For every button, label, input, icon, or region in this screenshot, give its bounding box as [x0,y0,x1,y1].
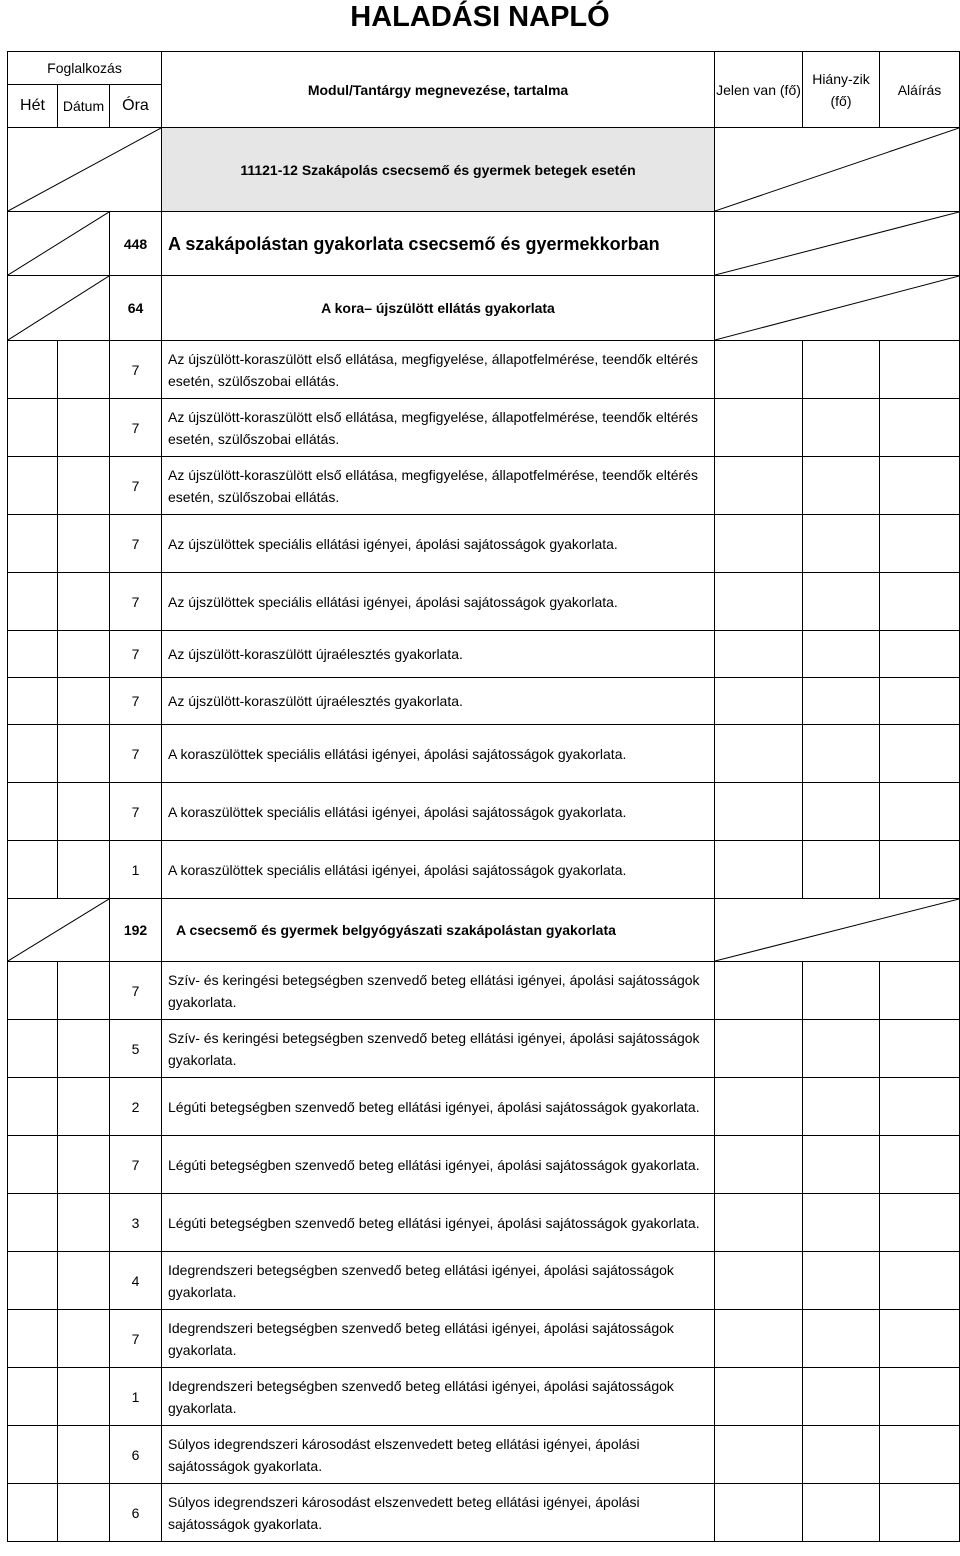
lesson-row [8,962,960,1020]
lesson-row [8,1426,960,1484]
lesson-row [8,1020,960,1078]
subject-row [8,212,960,276]
lesson-hours: 7 [110,457,162,515]
lesson-hours: 2 [110,1078,162,1136]
lesson-hours: 7 [110,725,162,783]
lesson-row [8,341,960,399]
lesson-row [8,1484,960,1542]
lesson-text: Az újszülött-koraszülött újraélesztés gyakorlata. [162,678,715,725]
lesson-row [8,841,960,899]
header-row-1 [8,52,960,85]
lesson-row [8,1310,960,1368]
module-diagonal-cell [8,128,162,212]
lesson-text: Az újszülöttek speciális ellátási igényei, ápolási sajátosságok gyakorlata. [162,573,715,631]
lesson-text: Szív- és keringési betegségben szenvedő beteg ellátási igényei, ápolási sajátosságok gyakorlata. [162,962,715,1020]
header-het: Hét [8,85,58,128]
lesson-hours: 7 [110,631,162,678]
topic1-lessons [8,341,960,899]
lesson-text: Idegrendszeri betegségben szenvedő beteg ellátási igényei, ápolási sajátosságok gyakorlata. [162,1310,715,1368]
header-foglalkozas: Foglalkozás [8,52,162,85]
lesson-hours: 7 [110,399,162,457]
topic1-hours: 64 [110,276,162,341]
topic2-title: A csecsemő és gyermek belgyógyászati szakápolástan gyakorlata [162,899,715,962]
lesson-text: Az újszülött-koraszülött első ellátása, megfigyelése, állapotfelmérése, teendők eltérés esetén, szülőszobai ellátás. [162,341,715,399]
module-title: 11121-12 Szakápolás csecsemő és gyermek betegek esetén [162,128,715,212]
lesson-row [8,515,960,573]
lesson-hours: 7 [110,962,162,1020]
lesson-hours: 3 [110,1194,162,1252]
lesson-text: Idegrendszeri betegségben szenvedő beteg ellátási igényei, ápolási sajátosságok gyakorlata. [162,1252,715,1310]
lesson-row [8,1194,960,1252]
lesson-row [8,725,960,783]
lesson-hours: 6 [110,1426,162,1484]
subject-hours: 448 [110,212,162,276]
subject-diagonal-cell [8,212,110,276]
lesson-text: Az újszülöttek speciális ellátási igényei, ápolási sajátosságok gyakorlata. [162,515,715,573]
subject-right-diagonal [715,212,960,276]
lesson-hours: 7 [110,1136,162,1194]
topic1-title: A kora– újszülött ellátás gyakorlata [162,276,715,341]
lesson-row [8,399,960,457]
lesson-text: Az újszülött-koraszülött újraélesztés gyakorlata. [162,631,715,678]
lesson-text: Szív- és keringési betegségben szenvedő beteg ellátási igényei, ápolási sajátosságok gyakorlata. [162,1020,715,1078]
lesson-hours: 1 [110,841,162,899]
header-hianyzik: Hiány-zik (fő) [803,52,880,128]
lesson-hours: 6 [110,1484,162,1542]
lesson-row [8,1368,960,1426]
header-datum: Dátum [58,85,110,128]
topic2-row [8,899,960,962]
lesson-hours: 4 [110,1252,162,1310]
module-right-diagonal [715,128,960,212]
lesson-text: A koraszülöttek speciális ellátási igényei, ápolási sajátosságok gyakorlata. [162,783,715,841]
lesson-text: Idegrendszeri betegségben szenvedő beteg ellátási igényei, ápolási sajátosságok gyakorlata. [162,1368,715,1426]
topic1-right-diagonal [715,276,960,341]
progress-log-table [7,51,960,1542]
lesson-hours: 7 [110,783,162,841]
topic2-lessons [8,962,960,1542]
lesson-text: Légúti betegségben szenvedő beteg ellátási igényei, ápolási sajátosságok gyakorlata. [162,1136,715,1194]
document-title: HALADÁSI NAPLÓ [350,1,610,33]
lesson-hours: 7 [110,515,162,573]
lesson-hours: 7 [110,573,162,631]
lesson-hours: 5 [110,1020,162,1078]
topic2-diagonal-cell [8,899,110,962]
header-ora: Óra [110,85,162,128]
lesson-text: Súlyos idegrendszeri károsodást elszenvedett beteg ellátási igényei, ápolási sajátosságok gyakorlata. [162,1484,715,1542]
lesson-row [8,1136,960,1194]
lesson-text: A koraszülöttek speciális ellátási igényei, ápolási sajátosságok gyakorlata. [162,725,715,783]
module-row [8,128,960,212]
lesson-text: Légúti betegségben szenvedő beteg ellátási igényei, ápolási sajátosságok gyakorlata. [162,1194,715,1252]
topic2-hours: 192 [110,899,162,962]
subject-title: A szakápolástan gyakorlata csecsemő és gyermekkorban [162,212,715,276]
lesson-text: Az újszülött-koraszülött első ellátása, megfigyelése, állapotfelmérése, teendők eltérés esetén, szülőszobai ellátás. [162,457,715,515]
lesson-row [8,631,960,678]
lesson-row [8,573,960,631]
lesson-row [8,1252,960,1310]
lesson-hours: 7 [110,341,162,399]
lesson-row [8,678,960,725]
lesson-row [8,457,960,515]
lesson-text: Az újszülött-koraszülött első ellátása, megfigyelése, állapotfelmérése, teendők eltérés esetén, szülőszobai ellátás. [162,399,715,457]
topic2-right-diagonal [715,899,960,962]
header-jelen-van: Jelen van (fő) [715,52,803,128]
lesson-hours: 7 [110,1310,162,1368]
header-alairas: Aláírás [880,52,960,128]
header-modul: Modul/Tantárgy megnevezése, tartalma [162,52,715,128]
lesson-text: Súlyos idegrendszeri károsodást elszenvedett beteg ellátási igényei, ápolási sajátosságok gyakorlata. [162,1426,715,1484]
topic1-row [8,276,960,341]
lesson-row [8,1078,960,1136]
lesson-hours: 1 [110,1368,162,1426]
lesson-text: Légúti betegségben szenvedő beteg ellátási igényei, ápolási sajátosságok gyakorlata. [162,1078,715,1136]
lesson-text: A koraszülöttek speciális ellátási igényei, ápolási sajátosságok gyakorlata. [162,841,715,899]
topic1-diagonal-cell [8,276,110,341]
lesson-hours: 7 [110,678,162,725]
lesson-row [8,783,960,841]
